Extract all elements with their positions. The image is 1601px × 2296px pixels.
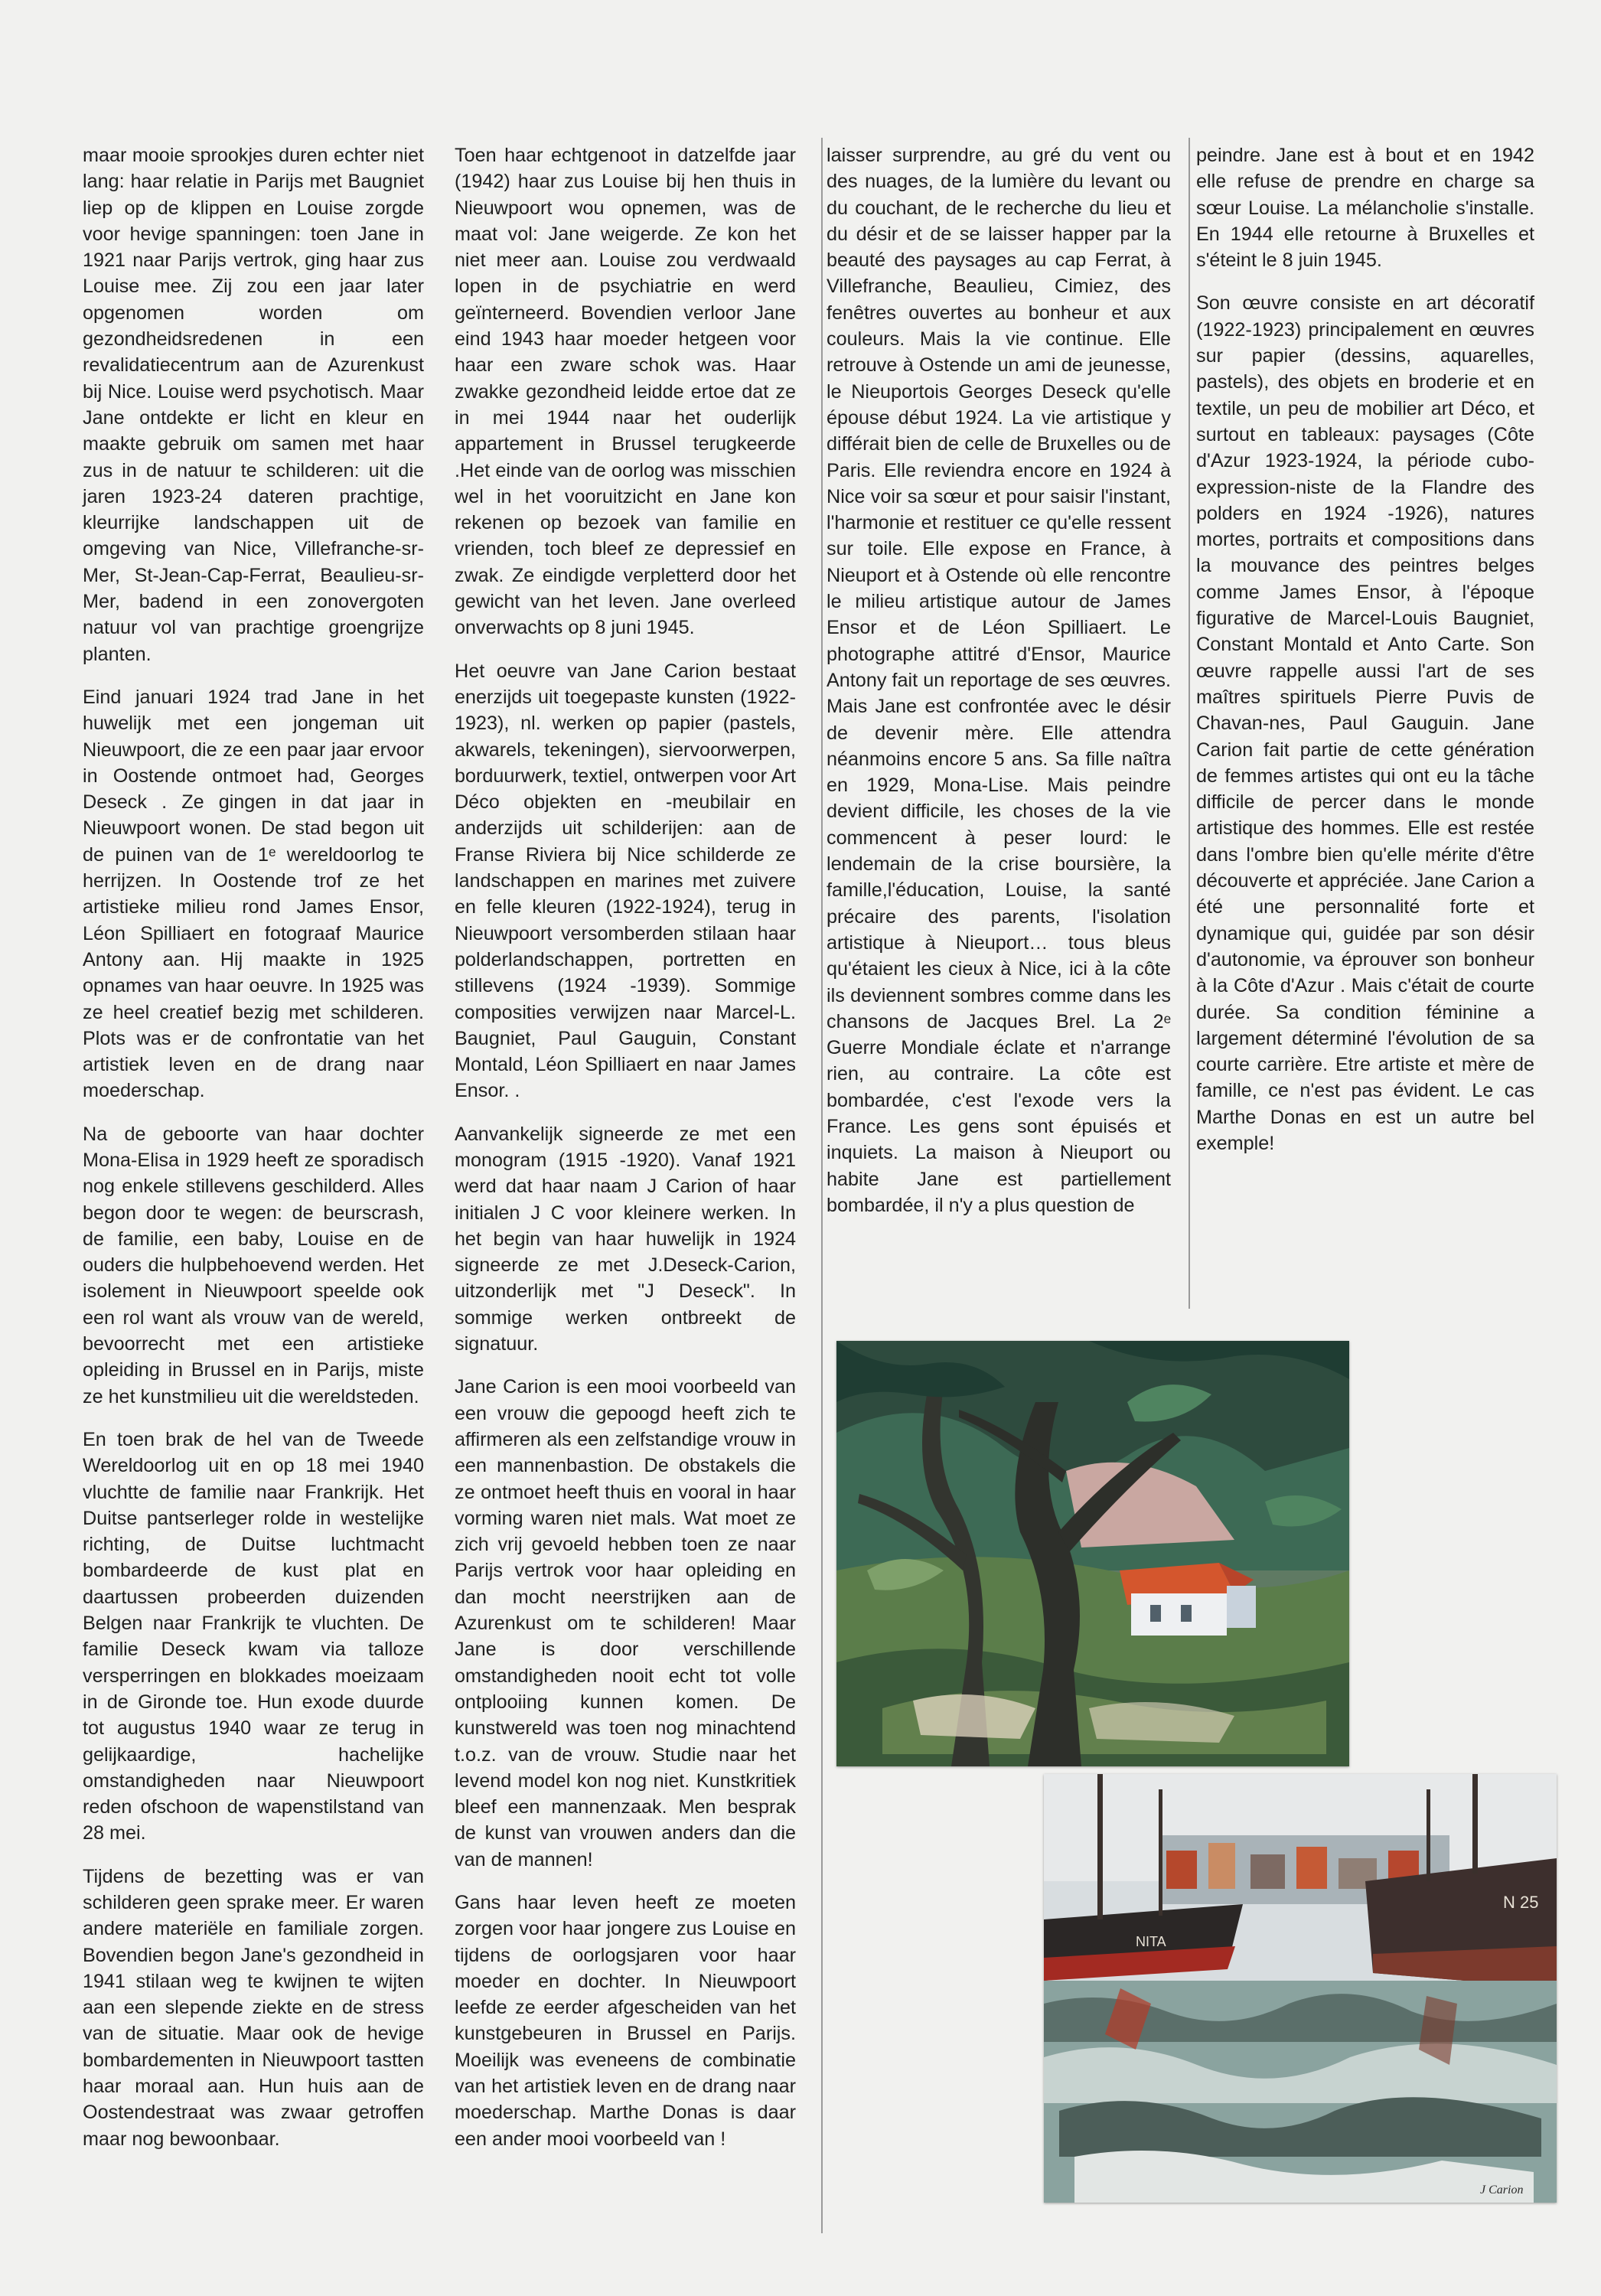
paragraph: laisser surprendre, au gré du vent ou des nuages, de la lumière du levant ou du couchant, de le recherche du lieu et du désir et de se laisser happer par la beauté des paysages au cap Ferrat, à Villefranche, Beaulieu, Cimiez, des fenêtres ouvertes au bonheur et aux couleurs. Mais la vie continue. Elle retrouve à Ostende un ami de jeunesse, le Nieuportois Georges Deseck qu'elle épouse début 1924. La vie artistique y différait bien de celle de Bruxelles ou de Paris. Elle reviendra encore en 1924 à Nice voir sa sœur et pour saisir l'instant, l'harmonie et restituer ce qu'elle ressent sur toile. Elle expose en France, à Nieuport et à Ostende où elle rencontre le milieu artistique autour de James Ensor et de Léon Spilliaert. Le photographe attitré d'Ensor, Maurice Antony fait un reportage de ses œuvres. Mais Jane est confrontée avec le désir de devenir mère. Elle attendra néanmoins encore 5 ans. Sa fille naîtra en 1929, Mona-Lise. Mais peindre devient difficile, les choses de la vie commencent à peser lourd: le lendemain de la crise boursière, la famille,l'éducation, Louise, la santé précaire des parents, l'isolation artistique à Nieuport… tous bleus qu'étaient les cieux à Nice, ici à la côte ils deviennent sombres comme dans les chansons de Jacques Brel. La 2ᵉ Guerre Mondiale éclate et n'arrange rien, au contraire. La côte est bombardée, c'est l'exode vers la France. Les gens sont épuisés et inquiets. La maison à Nieuport ou habite Jane est partiellement bombardée, il n'y a plus question de — [827, 145, 1171, 1216]
paragraph: Toen haar echtgenoot in datzelfde jaar (1942) haar zus Louise bij hen thuis in Nieuwpoort wou opnemen, was de maat vol: Jane weigerde. Ze kon het niet meer aan. Louise zou verdwaald lopen in de psychiatrie en werd geïnterneerd. Bovendien verloor Jane eind 1943 haar moeder hetgeen voor haar een zware schok was. Haar zwakke gezondheid leidde ertoe dat ze in mei 1944 naar het ouderlijk appartement in Brussel terugkeerde .Het einde van de oorlog was misschien wel in het vooruitzicht en Jane kon rekenen op bezoek van familie en vrienden, toch bleef ze depressief en zwak. Ze eindigde verpletterd door het gewicht van het leven. Jane overleed onverwachts op 8 juni 1945. — [455, 145, 796, 639]
text-column-4 — [1196, 142, 1534, 1173]
painting-signature: J Carion — [1480, 2183, 1524, 2197]
paragraph: Son œuvre consiste en art décoratif (1922-1923) principalement en œuvres sur papier (dessins, aquarelles, pastels), des objets en broderie et en textile, un peu de mobilier art Déco, et surtout en tableaux: paysages (Côte d'Azur 1923-1924, la période cubo-expression-niste de la Flandre des polders en 1924 -1926), natures mortes, portraits et compositions dans la mouvance des peintres belges comme James Ensor, à l'époque figurative de Marcel-Louis Baugniet, Constant Montald et Anto Carte. Son œuvre rappelle aussi l'art de ses maîtres spirituels Pierre Puvis de Chavan-nes, Paul Gauguin. Jane Carion fait partie de cette génération de femmes artistes qui ont eu la tâche difficile de percer dans le monde artistique des hommes. Elle est restée dans l'ombre bien qu'elle mérite d'être découverte et appréciée. Jane Carion a été une personnalité forte et dynamique qui, guidée par son désir d'autonomie, va éprouver son bonheur à la Côte d'Azur . Mais c'était de courte durée. Sa condition féminine a largement déterminé l'évolution de sa courte carrière. Etre artiste et mère de famille, ce n'est pas évident. Le cas Marthe Donas en est un autre bel exemple! — [1196, 292, 1534, 1154]
paragraph: maar mooie sprookjes duren echter niet lang: haar relatie in Parijs met Baugniet liep op de klippen en Louise zorgde voor hevige spanningen: toen Jane in 1921 naar Parijs vertrok, ging haar zus Louise mee. Zij zou een jaar later opgenomen worden om gezondheidsredenen in een revalidatiecentrum aan de Azurenkust bij Nice. Louise werd psychotisch. Maar Jane ontdekte er licht en kleur en maakte gebruik om samen met haar zus in de natuur te schilderen: uit die jaren 1923-24 dateren prachtige, kleurrijke landschappen uit de omgeving van Nice, Villefranche-sr-Mer, St-Jean-Cap-Ferrat, Beaulieu-sr-Mer, badend in een zonovergoten natuur vol van prachtige groengrijze planten. — [83, 145, 424, 665]
paragraph: Tijdens de bezetting was er van schilderen geen sprake meer. Er waren andere materiële en familiale zorgen. Bovendien begon Jane's gezondheid in 1941 stilaan weg te kwijnen te wijten aan een slepende ziekte en de stress van de situatie. Maar ook de hevige bombardementen in Nieuwpoort tastten haar moraal aan. Hun huis aan de Oostendestraat was zwaar getroffen maar nog bewoonbaar. — [83, 1865, 424, 2150]
paragraph: peindre. Jane est à bout et en 1942 elle refuse de prendre en charge sa sœur Louise. La mélancholie s'installe. En 1944 elle retourne à Bruxelles et s'éteint le 8 juin 1945. — [1196, 145, 1534, 272]
paragraph: Het oeuvre van Jane Carion bestaat enerzijds uit toegepaste kunsten (1922-1923), nl. werken op papier (pastels, akwarels, tekeningen), siervoorwerpen, borduurwerk, textiel, ontwerpen voor Art Déco objekten en -meubilair en anderzijds uit schilderijen: aan de Franse Riviera bij Nice schilderde ze landschappen en marines met zuivere en felle kleuren (1922-1924), terug in Nieuwpoort versomberden stilaan haar polderlandschappen, portretten en stillevens (1924 -1939). Sommige composities verwijzen naar Marcel-L. Baugniet, Paul Gauguin, Constant Montald, Léon Spilliaert en naar James Ensor. . — [455, 660, 796, 1102]
painting-landscape-image — [836, 1341, 1349, 1766]
paragraph: Gans haar leven heeft ze moeten zorgen voor haar jongere zus Louise en tijdens de oorlogsjaren voor haar moeder en dochter. In Nieuwpoort leefde ze eerder afgescheiden van het kunstgebeuren in Brussel en Parijs. Moeilijk was eveneens de combinatie van het artistiek leven en de drang naar moederschap. Marthe Donas is daar een ander mooi voorbeeld van ! — [455, 1892, 796, 2150]
paragraph: Aanvankelijk signeerde ze met een monogram (1915 -1920). Vanaf 1921 werd dat haar naam J Carion of haar initialen J C voor kleinere werken. In het begin van haar huwelijk in 1924 signeerde ze met J.Deseck-Carion, uitzonderlijk met "J Deseck". In sommige werken ontbreekt de signatuur. — [455, 1123, 796, 1355]
text-column-3 — [827, 142, 1171, 1235]
harbour-artwork — [1044, 1774, 1557, 2203]
boat-name-left: NITA — [1136, 1934, 1166, 1949]
paragraph: En toen brak de hel van de Tweede Wereldoorlog uit en op 18 mei 1940 vluchtte de familie naar Frankrijk. Het Duitse pantserleger rolde in westelijke richting, de Duitse luchtmacht bombardeerde de kust plat en daartussen probeerden duizenden Belgen naar Frankrijk te vluchten. De familie Deseck kwam via talloze versperringen en blokkades moeizaam in de Gironde toe. Hun exode duurde tot augustus 1940 waar ze terug in gelijkaardige, hachelijke omstandigheden naar Nieuwpoort reden ofschoon de wapenstilstand van 28 mei. — [83, 1428, 424, 1844]
paragraph: Jane Carion is een mooi voorbeeld van een vrouw die gepoogd heeft zich te affirmeren als een zelfstandige vrouw in een mannenbastion. De obstakels die ze ontmoet heeft thuis en vooral in haar vorming waren niet mals. Wat moet ze zich vrij gevoeld hebben toen ze naar Parijs vertrok voor haar opleiding en dan mocht neerstrijken aan de Azurenkust om te schilderen! Maar Jane is door verschillende omstandigheden nooit echt tot volle ontplooiing kunnen komen. De kunstwereld was toen nog minachtend t.o.z. van de vrouw. Studie naar het levend model kon nog niet. Kunstkritiek bleef een mannenzaak. Men besprak de kunst van vrouwen anders dan die van de mannen! — [455, 1376, 796, 1870]
column-divider — [821, 138, 823, 2233]
boat-name-right: N 25 — [1503, 1893, 1539, 1912]
painting-harbour-image — [1044, 1774, 1557, 2203]
paragraph: Eind januari 1924 trad Jane in het huwelijk met een jongeman uit Nieuwpoort, die ze een paar jaar ervoor in Oostende ontmoet had, Georges Deseck . Ze gingen in dat jaar in Nieuwpoort wonen. De stad begon uit de puinen van de 1ᵉ wereldoorlog te herrijzen. In Oostende trof ze het artistieke milieu rond James Ensor, Léon Spilliaert en fotograaf Maurice Antony aan. Hij maakte in 1925 opnames van haar oeuvre. In 1925 was ze heel creatief bezig met schilderen. Plots was er de confrontatie van het artistiek leven en de drang naar moederschap. — [83, 686, 424, 1102]
text-column-2 — [455, 142, 796, 2169]
text-column-1 — [83, 142, 424, 2169]
column-divider — [1189, 138, 1190, 1309]
paragraph: Na de geboorte van haar dochter Mona-Elisa in 1929 heeft ze sporadisch nog enkele stillevens geschilderd. Alles begon door te wegen: de beurscrash, de familie, een baby, Louise en de ouders die hulpbehoevend werden. Het isolement in Nieuwpoort speelde ook een rol want als vrouw van de wereld, bevoorrecht met een artistieke opleiding in Brussel en in Parijs, miste ze het kunstmilieu uit die wereldsteden. — [83, 1123, 424, 1407]
landscape-artwork — [836, 1341, 1349, 1766]
